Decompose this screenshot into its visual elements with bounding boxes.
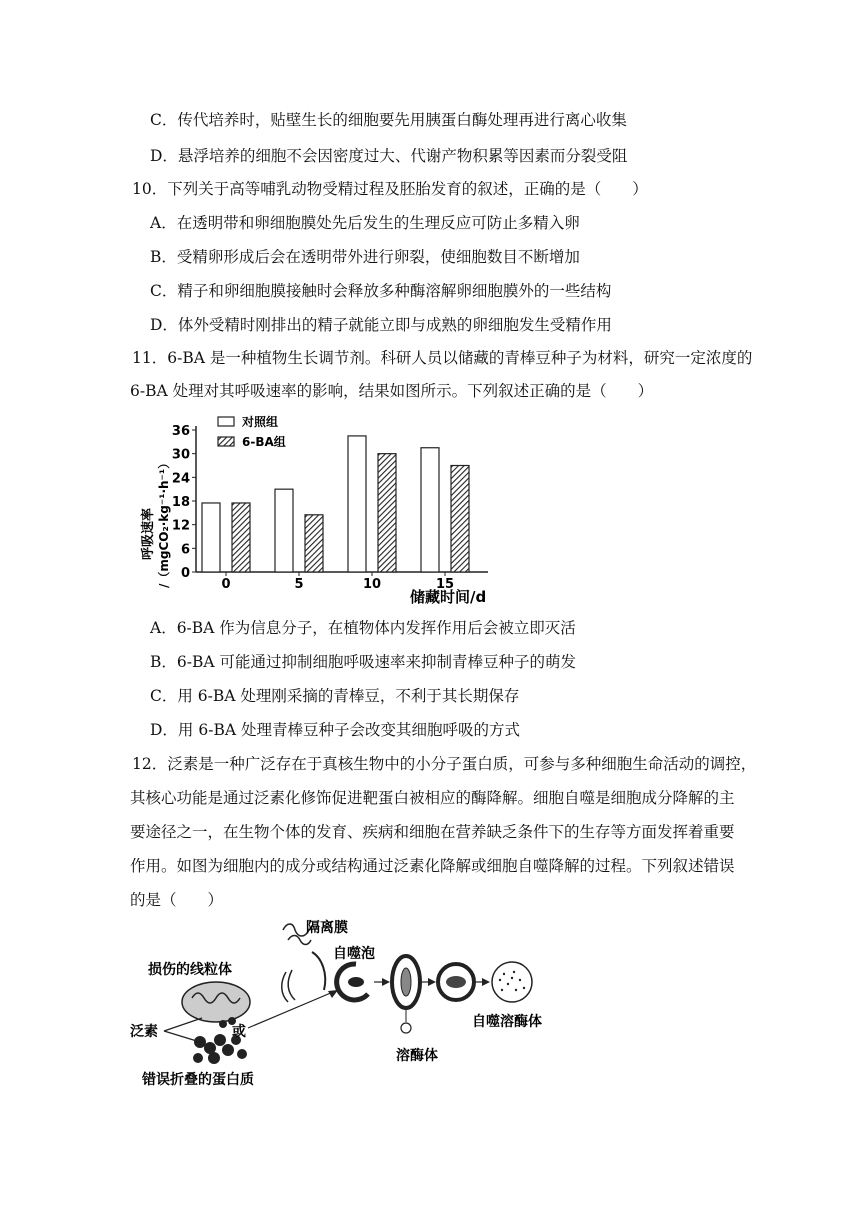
q11-option-c: C．用 6-BA 处理刚采摘的青棒豆，不利于其长期保存 — [150, 687, 520, 705]
q12-stem-line4: 作用。如图为细胞内的成分或结构通过泛素化降解或细胞自噬降解的过程。下列叙述错误 — [130, 857, 735, 875]
legend-control-label: 对照组 — [242, 415, 279, 429]
lysosome-label: 溶酶体 — [396, 1048, 438, 1064]
bar-6ba — [378, 454, 396, 572]
y-tick-label: 30 — [171, 447, 190, 463]
autophagosome-icon — [337, 964, 368, 1000]
autolysosome-label: 自噬溶酶体 — [472, 1014, 542, 1030]
legend-control-swatch — [218, 417, 234, 426]
bar-control — [421, 448, 439, 572]
q11-option-a: A．6-BA 作为信息分子，在植物体内发挥作用后会被立即灭活 — [150, 619, 576, 637]
legend-6ba-swatch — [218, 437, 234, 446]
x-tick-label: 5 — [294, 577, 304, 592]
q12-stem-line1: 12．泛素是一种广泛存在于真核生物中的小分子蛋白质，可参与多种细胞生命活动的调控， — [132, 755, 757, 773]
bar-control — [275, 489, 293, 572]
lysosome-icon — [392, 956, 420, 1033]
y-tick-label: 36 — [171, 424, 190, 439]
bar-6ba — [451, 466, 469, 573]
damaged-mito-label: 损伤的线粒体 — [148, 962, 232, 978]
y-tick-label: 18 — [171, 495, 190, 510]
bar-control — [348, 436, 366, 572]
x-tick-label: 0 — [221, 577, 231, 592]
q10-option-d: D．体外受精时刚排出的精子就能立即与成熟的卵细胞发生受精作用 — [150, 316, 612, 334]
bar-6ba — [305, 515, 323, 572]
y-tick-label: 12 — [171, 518, 190, 534]
q12-stem-line5: 的是（ ） — [130, 891, 224, 909]
x-tick-label: 10 — [362, 577, 382, 592]
bar-6ba — [232, 503, 250, 572]
q9-option-d: D．悬浮培养的细胞不会因密度过大、代谢产物积累等因素而分裂受阻 — [150, 147, 628, 165]
or-label: 或 — [232, 1024, 246, 1040]
autolysosome-icon — [492, 962, 532, 1002]
x-axis-label: 储藏时间/d — [410, 588, 487, 606]
q10-option-a: A．在透明带和卵细胞膜处先后发生的生理反应可防止多精入卵 — [150, 214, 580, 232]
y-tick-label: 24 — [171, 471, 190, 487]
fused-vesicle-icon — [438, 964, 474, 1000]
misfolded-protein-label: 错误折叠的蛋白质 — [142, 1072, 254, 1088]
y-tick-label: 0 — [180, 566, 190, 581]
autophagosome-label: 自噬泡 — [333, 946, 375, 962]
q10-option-c: C．精子和卵细胞膜接触时会释放多种酶溶解卵细胞膜外的一些结构 — [150, 282, 612, 300]
bar-control — [202, 503, 220, 572]
q9-option-c: C．传代培养时，贴壁生长的细胞要先用胰蛋白酶处理再进行离心收集 — [150, 111, 627, 129]
autophagy-diagram — [128, 912, 568, 1092]
ubiquitin-label: 泛素 — [130, 1024, 158, 1040]
q11-stem-line1: 11．6-BA 是一种植物生长调节剂。科研人员以储藏的青棒豆种子为材料，研究一定浓度的 — [132, 349, 753, 367]
y-axis-unit: /（mgCO₂·kg⁻¹·h⁻¹） — [157, 456, 171, 588]
q12-stem-line2: 其核心功能是通过泛素化修饰促进靶蛋白被相应的酶降解。细胞自噬是细胞成分降解的主 — [130, 789, 735, 807]
q10-option-b: B．受精卵形成后会在透明带外进行卵裂，使细胞数目不断增加 — [150, 248, 580, 266]
legend-6ba-label: 6-BA组 — [242, 435, 286, 449]
q11-stem-line2: 6-BA 处理对其呼吸速率的影响，结果如图所示。下列叙述正确的是（ ） — [130, 382, 654, 400]
respiration-rate-chart — [138, 412, 518, 612]
isolation-membrane-label: 隔离膜 — [306, 920, 348, 936]
q10-stem: 10．下列关于高等哺乳动物受精过程及胚胎发育的叙述，正确的是（ ） — [132, 180, 648, 198]
y-axis-label: 呼吸速率 — [141, 507, 156, 560]
x-tick-label: 15 — [435, 577, 455, 592]
y-tick-label: 6 — [180, 542, 190, 558]
q11-option-d: D．用 6-BA 处理青棒豆种子会改变其细胞呼吸的方式 — [150, 721, 520, 739]
q12-stem-line3: 要途径之一，在生物个体的发育、疾病和细胞在营养缺乏条件下的生存等方面发挥着重要 — [130, 823, 735, 841]
q11-option-b: B．6-BA 可能通过抑制细胞呼吸速率来抑制青棒豆种子的萌发 — [150, 653, 577, 671]
